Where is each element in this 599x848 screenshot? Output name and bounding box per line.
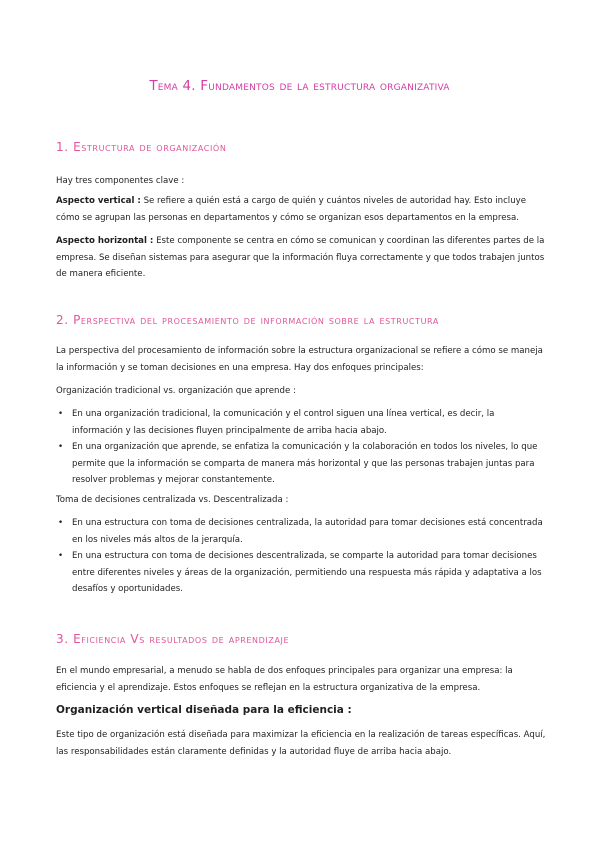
horizontal-aspect-paragraph xyxy=(56,233,546,283)
section-2-heading: 2. Perspectiva del procesamiento de información sobre la estructura xyxy=(56,313,439,327)
section-3-subheading: Organización vertical diseñada para la eficiencia : xyxy=(56,704,352,716)
bullet-icon: • xyxy=(58,409,64,419)
bullet-icon: • xyxy=(58,551,64,561)
list-item: • En una organización que aprende, se enfatiza la comunicación y la colaboración en todos los niveles, lo que permite que la información se comparta de manera más horizontal y que las personas trabajen juntas para resolver problemas y mejorar constantemente. xyxy=(56,439,546,489)
section-2-subtitle-1: Organización tradicional vs. organización que aprende : xyxy=(56,386,296,396)
list-item: • En una organización tradicional, la comunicación y el control siguen una línea vertical, es decir, la información y las decisiones fluyen principalmente de arriba hacia abajo. xyxy=(56,406,546,439)
list-item: • En una estructura con toma de decisiones centralizada, la autoridad para tomar decisiones está concentrada en los niveles más altos de la jerarquía. xyxy=(56,515,546,548)
vertical-aspect-paragraph xyxy=(56,193,546,226)
section-1-heading: 1. Estructura de organización xyxy=(56,140,227,154)
vertical-aspect-text: Se refiere a quién está a cargo de quién y cuántos niveles de autoridad hay. Esto incluye cómo se agrupan las personas en departamentos y cómo se organizan esos departamentos en la empresa. xyxy=(56,196,527,223)
page-title: Tema 4. Fundamentos de la estructura organizativa xyxy=(149,78,450,94)
horizontal-aspect-text: Este componente se centra en cómo se comunican y coordinan las diferentes partes de la empresa. Se diseñan sistemas para asegurar que la información fluya correctamente y que todos trabajen juntos de manera eficiente. xyxy=(56,236,545,279)
horizontal-aspect-label: Aspecto horizontal : xyxy=(56,236,154,246)
section-3-heading: 3. Eficiencia Vs resultados de aprendizaje xyxy=(56,632,290,646)
section-2-intro: La perspectiva del procesamiento de información sobre la estructura organizacional se refiere a cómo se maneja la información y se toman decisiones en una empresa. Hay dos enfoques principales: xyxy=(56,346,543,373)
vertical-aspect-label: Aspecto vertical : xyxy=(56,196,141,206)
bullet-icon: • xyxy=(58,518,64,528)
section-3-intro: En el mundo empresarial, a menudo se habla de dos enfoques principales para organizar una empresa: la eficiencia y el aprendizaje. Estos enfoques se reflejan en la estructura organizativa de la empresa. xyxy=(56,666,513,693)
bullet-list-1 xyxy=(56,406,546,489)
section-2-subtitle-2: Toma de decisiones centralizada vs. Descentralizada : xyxy=(56,495,289,505)
bullet-icon: • xyxy=(58,442,64,452)
section-3-text: Este tipo de organización está diseñada para maximizar la eficiencia en la realización de tareas específicas. Aquí, las responsabilidades están claramente definidas y la autoridad fluye de arriba hacia abajo. xyxy=(56,730,546,757)
bullet-list-2 xyxy=(56,515,546,598)
section-1-intro: Hay tres componentes clave : xyxy=(56,176,185,186)
list-item: • En una estructura con toma de decisiones descentralizada, se comparte la autoridad para tomar decisiones entre diferentes niveles y áreas de la organización, permitiendo una respuesta más rápida y adaptativa a los desafíos y oportunidades. xyxy=(56,548,546,598)
